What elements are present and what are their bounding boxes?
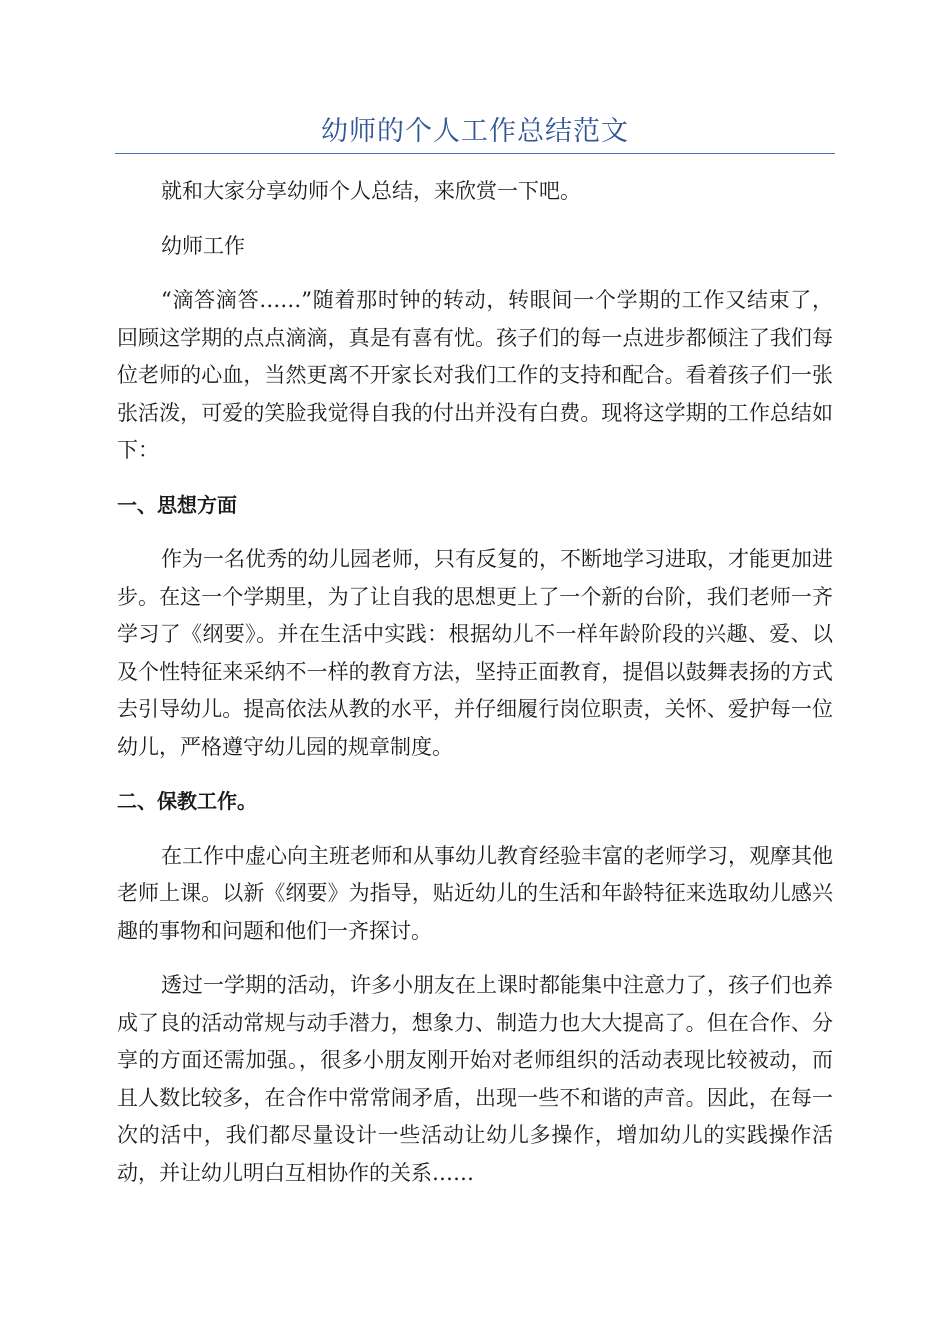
- section-heading-care-education: 二、保教工作。: [117, 789, 257, 813]
- section-care-paragraph-1: 在工作中虚心向主班老师和从事幼儿教育经验丰富的老师学习，观摩其他老师上课。以新《纲要》为指导，贴近幼儿的生活和年龄特征来选取幼儿感兴趣的事物和问题和他们一齐探讨。: [117, 843, 833, 943]
- subtitle-paragraph: 幼师工作: [161, 233, 245, 258]
- document-title: 幼师的个人工作总结范文: [321, 116, 629, 147]
- section-thought-paragraph: 作为一名优秀的幼儿园老师，只有反复的，不断地学习进取，才能更加进步。在这一个学期里，为了让自我的思想更上了一个新的台阶，我们老师一齐学习了《纲要》。并在生活中实践：根据幼儿不一样年龄阶段的兴趣、爱、以及个性特征来采纳不一样的教育方法，坚持正面教育，提倡以鼓舞表扬的方式去引导幼儿。提高依法从教的水平，并仔细履行岗位职责，关怀、爱护每一位幼儿，严格遵守幼儿园的规章制度。: [117, 547, 833, 759]
- opening-paragraph: “滴答滴答……”随着那时钟的转动，转眼间一个学期的工作又结束了，回顾这学期的点点滴滴，真是有喜有忧。孩子们的每一点进步都倾注了我们每位老师的心血，当然更离不开家长对我们工作的支持和配合。看着孩子们一张张活泼，可爱的笑脸我觉得自我的付出并没有白费。现将这学期的工作总结如下：: [117, 288, 833, 462]
- title-underline: [115, 153, 835, 154]
- document-body: [117, 173, 833, 1192]
- intro-paragraph: 就和大家分享幼师个人总结，来欣赏一下吧。: [161, 179, 581, 203]
- section-heading-thought: 一、思想方面: [117, 492, 237, 517]
- section-care-paragraph-2: 透过一学期的活动，许多小朋友在上课时都能集中注意力了，孩子们也养成了良的活动常规与动手潜力，想象力、制造力也大大提高了。但在合作、分享的方面还需加强。，很多小朋友刚开始对老师组织的活动表现比较被动，而且人数比较多，在合作中常常闹矛盾，出现一些不和谐的声音。因此，在每一次的活中，我们都尽量设计一些活动让幼儿多操作，增加幼儿的实践操作活动，并让幼儿明白互相协作的关系……: [117, 973, 833, 1185]
